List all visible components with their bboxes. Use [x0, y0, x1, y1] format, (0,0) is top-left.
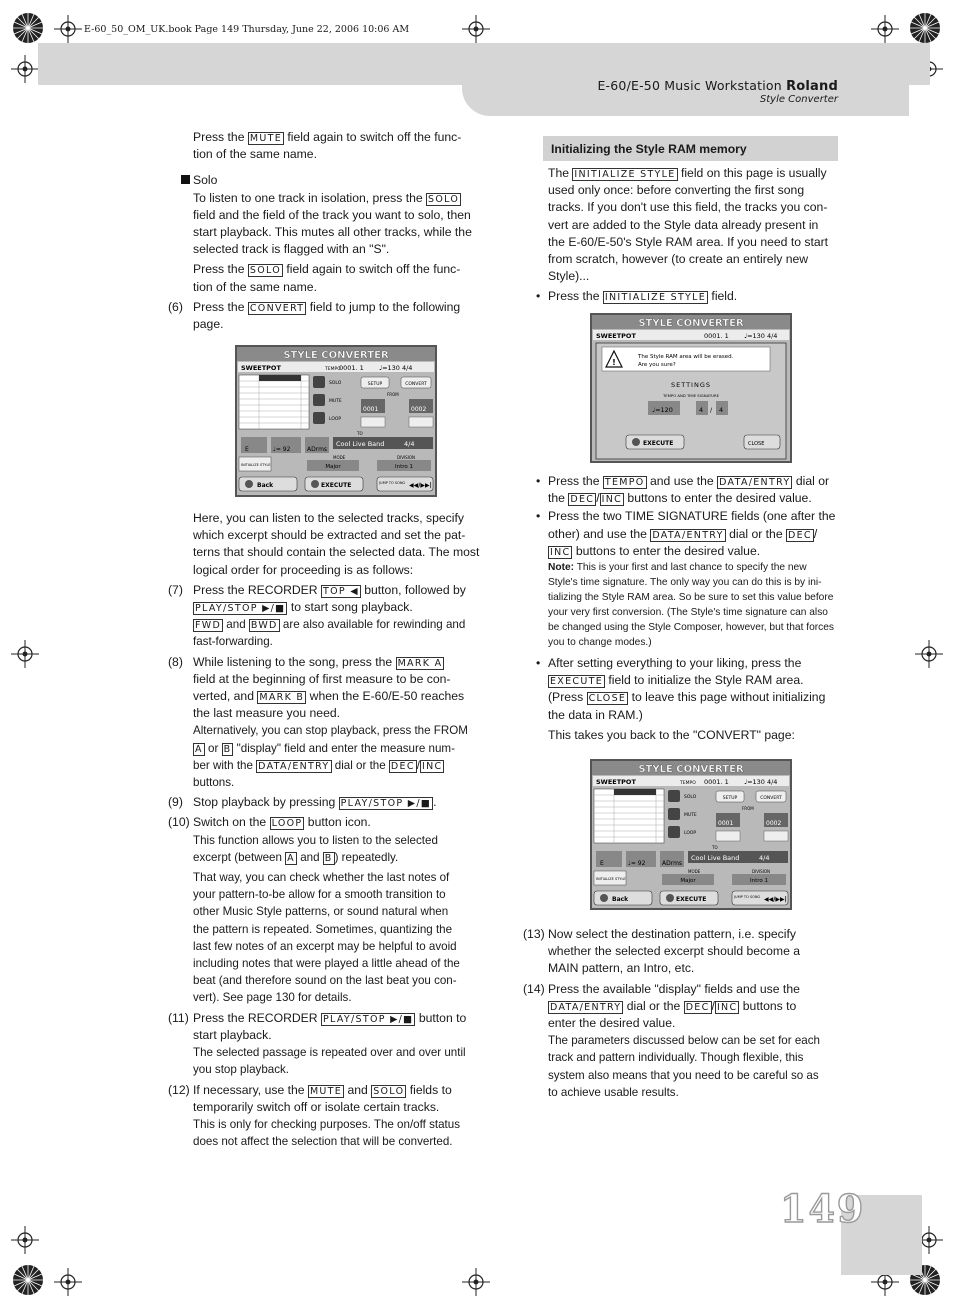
svg-text:4: 4	[719, 406, 724, 414]
svg-text:MODE: MODE	[333, 455, 346, 460]
svg-text:JUMP TO SONG: JUMP TO SONG	[734, 895, 761, 899]
crosshair-mark-icon	[915, 640, 943, 668]
bullet-3: • Press the two TIME SIGNATURE fields (one after the other) and use the DATA/ENTRY dial or the DEC / INC buttons to enter the desired value. Note: This is your first and last chance to specify the new Style's time signature. The only way you can do this is by ini- tializing the Style RAM area. So be sure to set this value before your very first conversion. (The Style's time signature can also be changed using the Style Composer, however, but that forces you to change modes.)	[536, 508, 839, 650]
solo-heading: Solo	[168, 172, 486, 189]
svg-text:0002: 0002	[411, 406, 427, 413]
close-key: CLOSE	[588, 693, 627, 705]
data-entry-key: DATA/ENTRY	[652, 529, 724, 541]
svg-text:♩=130 4/4: ♩=130 4/4	[744, 778, 778, 786]
right-column-middle	[523, 473, 839, 744]
svg-text:EXECUTE: EXECUTE	[321, 482, 352, 489]
bullet-1: • Press the INITIALIZE STYLE field.	[523, 288, 839, 305]
svg-text:/: /	[710, 406, 713, 414]
inc-key: INC	[422, 760, 443, 772]
svg-text:♩=120: ♩=120	[652, 406, 673, 414]
brand-name: Roland	[786, 79, 838, 94]
svg-text:STYLE CONVERTER: STYLE CONVERTER	[638, 318, 744, 329]
svg-text:♩= 92: ♩= 92	[273, 446, 291, 453]
svg-text:SETTINGS: SETTINGS	[670, 381, 712, 389]
svg-text:FROM: FROM	[742, 806, 754, 811]
initialize-style-key: INITIALIZE STYLE	[574, 169, 676, 180]
registration-wheel-icon	[12, 1264, 44, 1296]
after-screenshot-paragraph: Here, you can listen to the selected tracks, specify which excerpt should be extracted and set the pat- terns that should contain the selected data. The most logical order for proceeding is as follows:	[193, 511, 480, 577]
header-subtitle: Style Converter	[759, 94, 838, 105]
svg-text:◀◀/▶▶|: ◀◀/▶▶|	[409, 482, 432, 489]
svg-text:The Style RAM area will be era: The Style RAM area will be erased.	[638, 354, 734, 360]
mark-a-key: MARK A	[397, 657, 443, 669]
svg-text:INITIALIZE STYLE: INITIALIZE STYLE	[596, 877, 626, 881]
initialize-dialog-screenshot	[590, 313, 792, 463]
intro-paragraph: The INITIALIZE STYLE field on this page is usually used only once: before converting the first song tracks. If you don't use this field, the tracks you con- vert are added to the Style data already present in the E-60/E-50's Style RAM area. If you need to start from scratch, however (to create an entirely new Style)...	[548, 166, 829, 284]
svg-text:MUTE: MUTE	[329, 399, 342, 404]
dec-key: DEC	[570, 494, 595, 506]
b-key: B	[223, 743, 232, 755]
mute-paragraph: Press the MUTE field again to switch off the func- tion of the same name.	[193, 130, 462, 162]
svg-text:0001: 0001	[363, 406, 379, 413]
svg-text:Major: Major	[325, 464, 341, 470]
svg-text:4: 4	[699, 406, 704, 414]
svg-text:ADrms: ADrms	[307, 446, 328, 453]
step-14: (14) Press the available "display" fields and use the DATA/ENTRY dial or the DEC / INC buttons to enter the desired value. The parameters discussed below can be set for each track and pattern individually. Though flexible, this system also means that you need to be careful so as to achieve usable results.	[523, 981, 820, 1099]
svg-text:♩=130 4/4: ♩=130 4/4	[744, 332, 778, 340]
step-13: (13) Now select the destination pattern, i.e. specify whether the selected excerpt should become a MAIN pattern, an Intro, etc.	[523, 927, 801, 976]
bullet-4: • After setting everything to your liking, press the EXECUTE field to initialize the Style RAM area. (Press CLOSE to leave this page without initializing the data in RAM.) This takes you back to the "CONVERT" page:	[536, 655, 839, 744]
svg-text:!: !	[612, 358, 616, 367]
svg-text:MUTE: MUTE	[684, 813, 697, 818]
solo-key: SOLO	[428, 193, 460, 205]
inc-key: INC	[716, 1001, 738, 1013]
crosshair-mark-icon	[462, 1268, 490, 1296]
fwd-key: FWD	[195, 620, 222, 632]
svg-text:♩= 92: ♩= 92	[628, 860, 646, 867]
step-11: (11) Press the RECORDER PLAY/STOP ▶/■ button to start playback. The selected passage is repeated over and over until you stop playback.	[168, 1010, 467, 1077]
style-converter-screenshot-2	[590, 759, 792, 910]
registration-wheel-icon	[909, 12, 941, 44]
svg-text:TO: TO	[712, 845, 718, 850]
step-12: (12) If necessary, use the MUTE and SOLO fields to temporarily switch off or isolate certain tracks. This is only for checking purposes. The on/off status does not affect the selection that will be converted.	[168, 1082, 461, 1149]
svg-text:LOOP: LOOP	[329, 417, 342, 422]
right-column-lower	[523, 926, 839, 1101]
svg-text:SOLO: SOLO	[329, 381, 342, 386]
svg-text:Back: Back	[257, 482, 274, 489]
bullet-2: • Press the TEMPO and use the DATA/ENTRY dial or the DEC / INC buttons to enter the desired value. • Press the two TIME SIGNATURE fields (one after the other) and use the DATA/ENTRY dial or the DEC / INC buttons to enter the desired value. Note: This is your first and last chance to specify the new Style's time signature. The only way you can do this is by ini- tializing the Style RAM area. So be sure to set this value before your very first conversion. (The Style's time signature can also be changed using the Style Composer, however, but that forces you to change modes.) • After setting everything to your liking, press the EXECUTE field to initialize the Style RAM area. (Press CLOSE to leave this page without initializing the data in RAM.) This takes you back to the "CONVERT" page:	[523, 473, 839, 744]
svg-text:◀◀/▶▶|: ◀◀/▶▶|	[764, 896, 787, 903]
svg-text:♩=130 4/4: ♩=130 4/4	[379, 364, 413, 372]
svg-text:TO: TO	[357, 431, 363, 436]
mark-b-key: MARK B	[259, 692, 305, 704]
initialize-style-key: INITIALIZE STYLE	[604, 292, 707, 304]
top-key: TOP ◀	[323, 585, 359, 597]
play-stop-key: PLAY/STOP ▶/■	[195, 603, 286, 615]
crosshair-mark-icon	[462, 15, 490, 43]
tempo-key: TEMPO	[604, 477, 645, 488]
page-number: 149	[780, 1186, 866, 1231]
svg-text:DIVISION: DIVISION	[752, 869, 771, 874]
book-info-line: E-60_50_OM_UK.book Page 149 Thursday, June 22, 2006 10:06 AM	[84, 24, 410, 35]
svg-text:0001. 1: 0001. 1	[704, 778, 729, 786]
step-8: (8) While listening to the song, press the MARK A field at the beginning of first measure to be con- verted, and MARK B when the E-60/E-50 reaches the last measure you need. Alternatively, you can stop playback, press the FROM A or B "display" field and enter the measure num- ber with the DATA/ENTRY dial or the DEC / INC buttons.	[168, 654, 468, 790]
data-entry-key: DATA/ENTRY	[550, 1001, 622, 1013]
svg-text:E: E	[245, 446, 249, 453]
square-bullet-icon	[181, 175, 190, 184]
b-key: B	[324, 852, 333, 864]
svg-text:0001: 0001	[718, 820, 734, 827]
svg-text:FROM: FROM	[387, 392, 399, 397]
mute-key: MUTE	[249, 133, 283, 144]
data-entry-key: DATA/ENTRY	[258, 760, 330, 772]
step-6: (6) Press the CONVERT field to jump to the following page.	[168, 299, 461, 332]
svg-text:CONVERT: CONVERT	[405, 382, 427, 387]
crosshair-mark-icon	[11, 55, 39, 83]
note-label: Note:	[548, 562, 575, 574]
screen-title: STYLE CONVERTER	[283, 350, 389, 361]
right-column	[523, 136, 839, 306]
crosshair-mark-icon	[54, 15, 82, 43]
svg-text:Are you sure?: Are you sure?	[638, 362, 676, 368]
svg-text:Intro 1: Intro 1	[394, 464, 414, 470]
svg-text:Cool Live Band: Cool Live Band	[691, 854, 740, 862]
inc-key: INC	[550, 546, 571, 558]
svg-text:4/4: 4/4	[404, 440, 415, 448]
svg-text:TEMPO: TEMPO	[325, 367, 341, 372]
svg-text:E: E	[600, 860, 604, 867]
a-key: A	[195, 743, 203, 755]
left-column	[168, 129, 486, 333]
dec-key: DEC	[788, 529, 812, 541]
svg-text:JUMP TO SONG: JUMP TO SONG	[379, 481, 406, 485]
dec-key: DEC	[685, 1001, 710, 1013]
solo-key: SOLO	[373, 1085, 405, 1097]
svg-text:4/4: 4/4	[759, 854, 770, 862]
crosshair-mark-icon	[54, 1268, 82, 1296]
left-column-lower	[168, 510, 486, 1150]
registration-wheel-icon	[12, 12, 44, 44]
svg-text:EXECUTE: EXECUTE	[676, 896, 707, 903]
svg-text:SETUP: SETUP	[367, 382, 383, 387]
svg-text:0001. 1: 0001. 1	[704, 332, 729, 340]
section-heading: Initializing the Style RAM memory	[543, 136, 838, 161]
svg-text:SETUP: SETUP	[722, 796, 738, 801]
play-stop-key: PLAY/STOP ▶/■	[323, 1013, 414, 1025]
step-7: (7) Press the RECORDER TOP ◀ button, followed by PLAY/STOP ▶/■ to start song playback. FWD and BWD are also available for rewinding and fast-forwarding.	[168, 582, 466, 649]
svg-text:SWEETPOT: SWEETPOT	[596, 332, 636, 340]
screen-song: SWEETPOT	[241, 364, 281, 372]
crosshair-mark-icon	[11, 1226, 39, 1254]
svg-text:CLOSE: CLOSE	[748, 441, 765, 447]
play-stop-key: PLAY/STOP ▶/■	[340, 798, 432, 810]
svg-text:Major: Major	[680, 878, 696, 884]
style-converter-screenshot-1	[235, 345, 437, 497]
svg-text:Intro 1: Intro 1	[749, 878, 769, 884]
note: Note: This is your first and last chance to specify the new Style's time signature. The only way you can do this is by ini- tializing the Style RAM area. So be sure to set this value before your very first conversion. (The Style's time signature can also be changed using the Style Composer, however, but that forces you to change modes.)	[548, 562, 834, 649]
svg-text:Cool Live Band: Cool Live Band	[336, 440, 385, 448]
convert-key: CONVERT	[249, 302, 305, 314]
a-key: A	[287, 852, 295, 864]
loop-key: LOOP	[271, 818, 303, 830]
step-9: (9) Stop playback by pressing PLAY/STOP ▶/■ .	[168, 795, 437, 810]
solo-paragraph-2: Press the SOLO field again to switch off the func- tion of the same name.	[193, 262, 461, 294]
svg-text:STYLE CONVERTER: STYLE CONVERTER	[638, 764, 744, 775]
bwd-key: BWD	[250, 620, 278, 632]
svg-text:Back: Back	[612, 896, 629, 903]
svg-text:TEMPO AND TIME SIGNATURE: TEMPO AND TIME SIGNATURE	[662, 393, 720, 398]
svg-text:LOOP: LOOP	[684, 831, 697, 836]
execute-key: EXECUTE	[550, 676, 604, 688]
solo-key: SOLO	[249, 265, 282, 277]
solo-paragraph: To listen to one track in isolation, press the SOLO field and the field of the track you want to solo, then start playback. This mutes all other tracks, while the selected track is flagged with an "S".	[193, 190, 472, 257]
svg-text:CONVERT: CONVERT	[760, 796, 782, 801]
svg-text:SWEETPOT: SWEETPOT	[596, 778, 636, 786]
inc-key: INC	[601, 494, 623, 506]
dec-key: DEC	[390, 760, 415, 772]
svg-text:INITIALIZE STYLE: INITIALIZE STYLE	[241, 463, 271, 467]
svg-text:ADrms: ADrms	[662, 860, 683, 867]
crosshair-mark-icon	[11, 640, 39, 668]
crosshair-mark-icon	[871, 15, 899, 43]
svg-text:SOLO: SOLO	[684, 795, 697, 800]
step-10: (10) Switch on the LOOP button icon. This function allows you to listen to the selected excerpt (between A and B ) repeatedly. That way, you can check whether the last notes of your pattern-to-be allow for a smooth transition to other Music Style patterns, or sound natural when the pattern is repeated. Sometimes, quantizing the last few notes of an excerpt may be helpful to avoid including notes that were played a little ahead of the beat (and therefore sound on the last beat you con- vert). See page 130 for details.	[168, 815, 460, 1005]
mute-key: MUTE	[309, 1085, 343, 1097]
data-entry-key: DATA/ENTRY	[719, 477, 791, 488]
svg-text:EXECUTE: EXECUTE	[643, 440, 674, 447]
header-title: E-60/E-50 Music Workstation Roland	[597, 78, 838, 94]
svg-text:TEMPO: TEMPO	[680, 781, 696, 786]
svg-text:0001. 1: 0001. 1	[339, 364, 364, 372]
svg-text:MODE: MODE	[688, 869, 701, 874]
svg-text:DIVISION: DIVISION	[397, 455, 416, 460]
svg-text:0002: 0002	[766, 820, 782, 827]
